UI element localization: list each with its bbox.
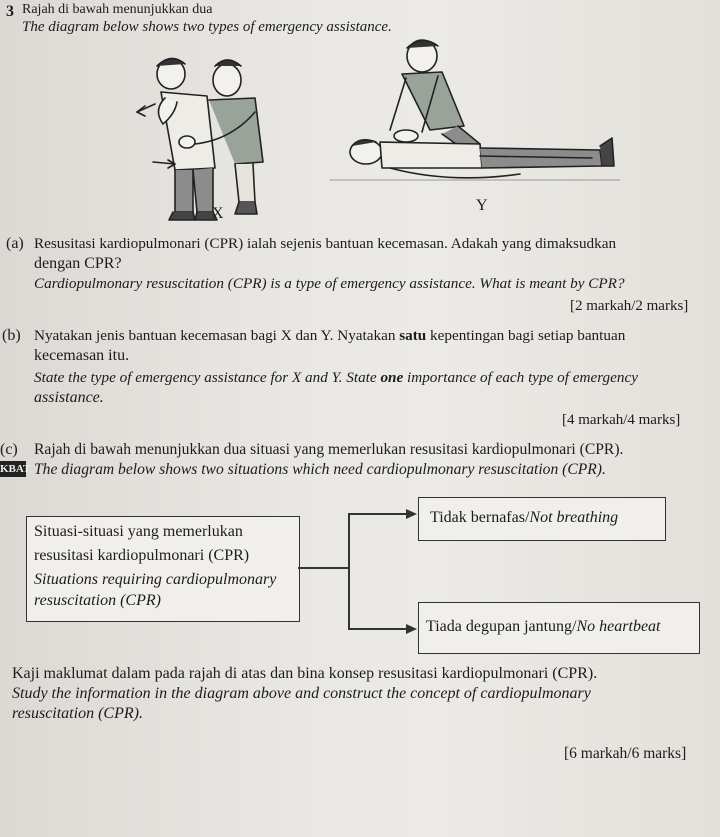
part-b-question-en-2: assistance. (34, 389, 104, 406)
connector-bottom (348, 628, 410, 630)
no-heartbeat-ms: Tiada degupan jantung/ (426, 618, 577, 635)
part-c-question-en-1: The diagram below shows two situations which need cardiopulmonary resuscitation (CPR). (34, 461, 606, 478)
main-box-ms-2: resusitasi kardiopulmonari (CPR) (34, 547, 250, 564)
question-stem-ms: Rajah di bawah menunjukkan dua (22, 2, 213, 17)
main-box-ms-1: Situasi-situasi yang memerlukan (34, 523, 243, 540)
heimlich-illustration (135, 52, 295, 222)
not-breathing-ms: Tidak bernafas/ (430, 509, 530, 526)
not-breathing-en: Not breathing (529, 509, 619, 526)
part-b-ms-1a: Nyatakan jenis bantuan kecemasan bagi X dan Y. Nyatakan (34, 327, 400, 344)
kbat-tag: KBAT (0, 463, 31, 475)
part-a-question-en-1: Cardiopulmonary resuscitation (CPR) is a type of emergency assistance. What is meant by CPR? (34, 275, 625, 292)
part-c-marks: [6 markah/6 marks] (564, 745, 687, 762)
part-b-question-ms-1 (34, 326, 625, 346)
task-en-2: resuscitation (CPR). (12, 705, 143, 722)
part-b-question-ms-2: kecemasan itu. (34, 347, 130, 364)
part-b-en-1c: importance of each type of emergency (403, 369, 638, 386)
task-ms: Kaji maklumat dalam pada rajah di atas dan bina konsep resusitasi kardiopulmonari (CPR). (12, 665, 598, 682)
part-a-label: (a) (6, 235, 24, 252)
main-box-en-1: Situations requiring cardiopulmonary (34, 571, 277, 588)
part-b-ms-1b: satu (399, 327, 427, 344)
question-number: 3 (6, 3, 14, 20)
no-heartbeat-en: No heartbeat (576, 618, 661, 635)
figure-label-x: X (212, 205, 224, 222)
connector-horizontal (298, 567, 349, 569)
part-b-en-1b: one (380, 369, 404, 386)
part-c-question-ms-1: Rajah di bawah menunjukkan dua situasi yang memerlukan resusitasi kardiopulmonari (CPR). (34, 441, 624, 458)
part-b-label: (b) (2, 327, 21, 344)
part-b-ms-1c: kepentingan bagi setiap bantuan (426, 327, 626, 344)
connector-vertical (348, 513, 350, 629)
connector-top (348, 513, 410, 515)
part-b-marks: [4 markah/4 marks] (562, 412, 681, 428)
part-a-question-ms-2: dengan CPR? (34, 255, 122, 272)
part-b-en-1a: State the type of emergency assistance for X and Y. State (34, 369, 381, 386)
not-breathing-text (430, 508, 618, 528)
arrow-top (406, 508, 418, 520)
part-a-marks: [2 markah/2 marks] (570, 298, 689, 314)
part-c-label: (c) (0, 441, 18, 458)
cpr-illustration (330, 34, 620, 194)
main-box-en-2: resuscitation (CPR) (34, 592, 161, 609)
question-stem-en: The diagram below shows two types of emergency assistance. (22, 19, 392, 35)
part-a-question-ms-1: Resusitasi kardiopulmonari (CPR) ialah sejenis bantuan kecemasan. Adakah yang dimaksudkan (34, 235, 617, 252)
task-en-1: Study the information in the diagram above and construct the concept of cardiopulmonary (12, 685, 591, 702)
no-heartbeat-text (426, 617, 661, 637)
part-b-question-en-1 (34, 368, 638, 388)
figure-label-y: Y (476, 197, 488, 214)
arrow-bottom (406, 623, 418, 635)
